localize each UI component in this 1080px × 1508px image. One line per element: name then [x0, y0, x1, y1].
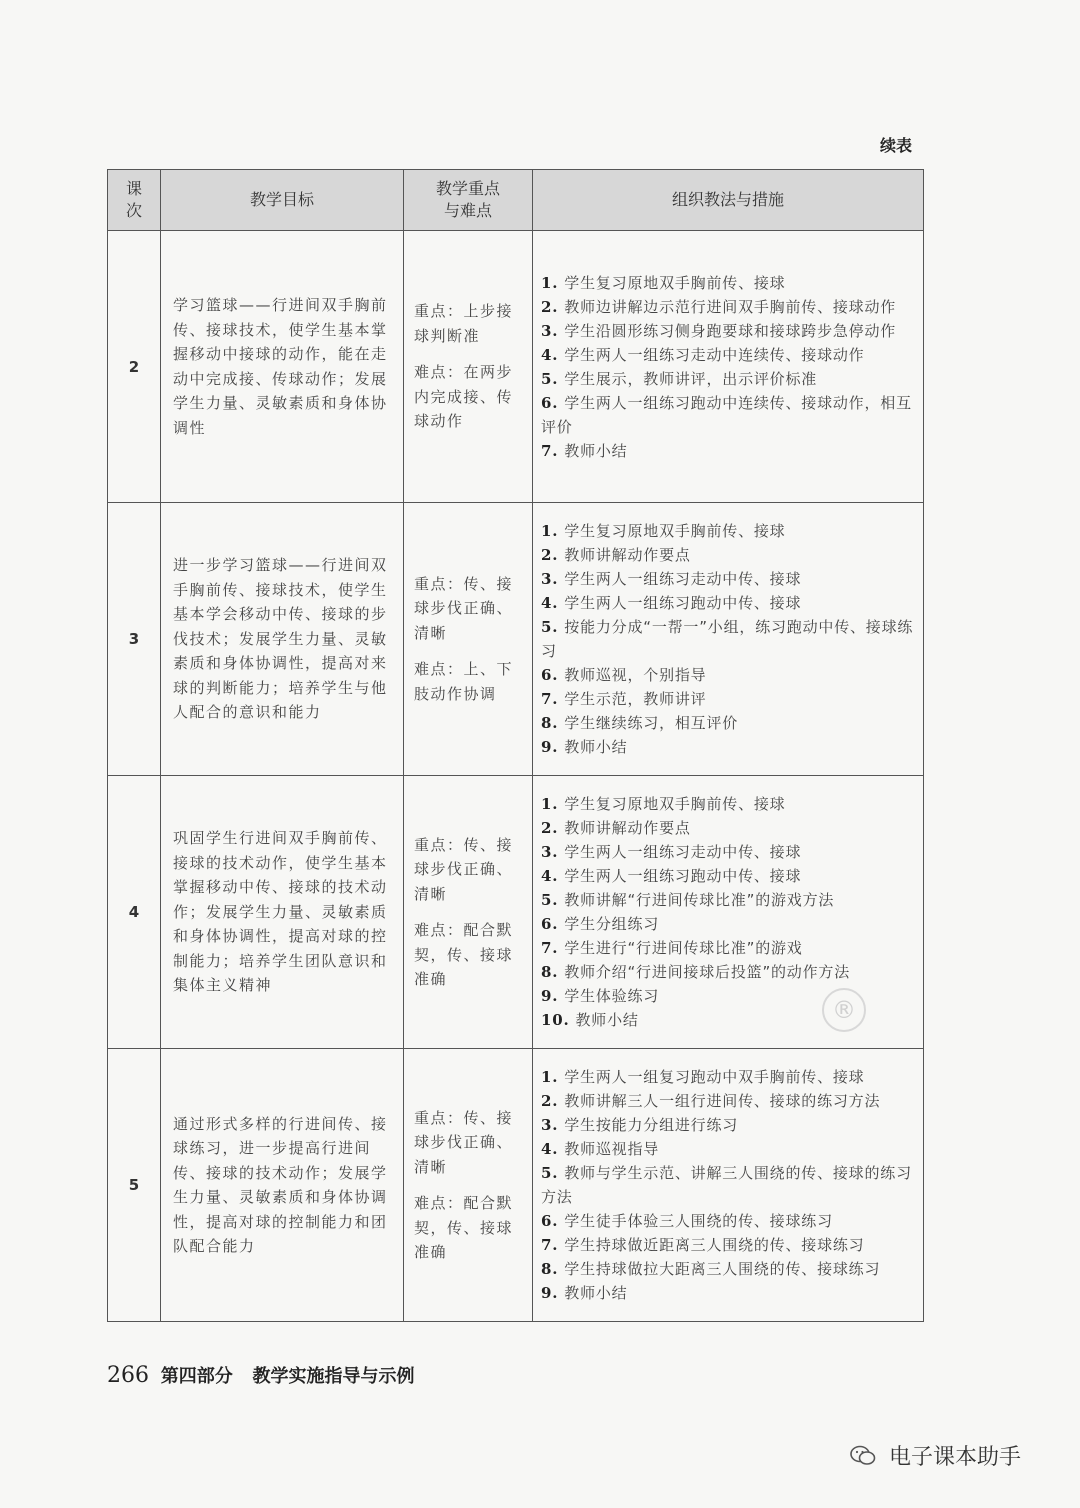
method-item: 3. 学生两人一组练习走动中传、接球	[541, 570, 802, 588]
table-row	[108, 503, 924, 776]
section-title: 教学实施指导与示例	[252, 1366, 415, 1387]
method-item: 1. 学生复习原地双手胸前传、接球	[541, 273, 786, 292]
method-item: 8. 学生继续练习，相互评价	[541, 714, 739, 732]
key-points	[404, 503, 533, 776]
teaching-goal: 进一步学习篮球——行进间双手胸前传、接球技术，使学生基本学会移动中传、接球的步伐技术；发展学生力量、灵敏素质和身体协调性，提高对来球的判断能力；培养学生与他人配合的意识和能力	[161, 503, 404, 776]
part-label: 第四部分	[160, 1366, 233, 1387]
method-list	[541, 271, 917, 463]
method-item: 6. 学生两人一组练习跑动中连续传、接球动作，相互评价	[541, 393, 912, 436]
method-item: 4. 教师巡视指导	[541, 1140, 660, 1158]
teaching-goal: 通过形式多样的行进间传、接球练习，进一步提高行进间传、接球的技术动作；发展学生力量、灵敏素质和身体协调性，提高对球的控制能力和团队配合能力	[161, 1049, 404, 1322]
method-item: 5. 按能力分成“一帮一”小组，练习跑动中传、接球练习	[541, 618, 914, 660]
methods	[533, 1049, 924, 1322]
method-item: 3. 学生两人一组练习走动中传、接球	[541, 843, 802, 861]
table-row	[108, 231, 924, 503]
method-item: 4. 学生两人一组练习跑动中传、接球	[541, 867, 802, 885]
table-row	[108, 1049, 924, 1322]
lesson-number: 3	[108, 503, 161, 776]
method-item: 2. 教师讲解动作要点	[541, 819, 691, 837]
method-item: 7. 学生持球做近距离三人围绕的传、接球练习	[541, 1236, 865, 1254]
method-item: 8. 教师介绍“行进间接球后投篮”的动作方法	[541, 963, 851, 981]
method-item: 4. 学生两人一组练习跑动中传、接球	[541, 594, 802, 612]
key-points	[404, 1049, 533, 1322]
difficulty-point: 难点：上、下肢动作协调	[414, 660, 514, 703]
method-item: 8. 学生持球做拉大距离三人围绕的传、接球练习	[541, 1260, 881, 1278]
difficulty-point: 难点：配合默契，传、接球准确	[414, 1194, 514, 1261]
method-item: 5. 教师讲解“行进间传球比准”的游戏方法	[541, 891, 835, 909]
method-item: 4. 学生两人一组练习走动中连续传、接球动作	[541, 345, 865, 364]
method-item: 5. 学生展示，教师讲评，出示评价标准	[541, 369, 818, 388]
method-item: 9. 学生体验练习	[541, 987, 660, 1005]
lesson-number: 4	[108, 776, 161, 1049]
method-item: 6. 学生分组练习	[541, 915, 660, 933]
method-item: 9. 教师小结	[541, 738, 628, 756]
method-item: 1. 学生两人一组复习跑动中双手胸前传、接球	[541, 1068, 865, 1086]
lesson-plan-table	[107, 169, 924, 1322]
header-method: 组织教法与措施	[533, 170, 924, 231]
methods	[533, 776, 924, 1049]
page-number: 266	[107, 1363, 149, 1388]
header-goal: 教学目标	[161, 170, 404, 231]
method-item: 7. 教师小结	[541, 441, 628, 460]
key-points	[404, 776, 533, 1049]
method-item: 2. 教师讲解动作要点	[541, 546, 691, 564]
methods	[533, 231, 924, 503]
method-item: 6. 学生徒手体验三人围绕的传、接球练习	[541, 1212, 833, 1230]
key-point: 重点：上步接球判断准	[414, 302, 514, 345]
table-row	[108, 776, 924, 1049]
key-point: 重点：传、接球步伐正确、清晰	[414, 574, 514, 642]
header-key: 教学重点 与难点	[404, 170, 533, 231]
continued-label: 续表	[880, 136, 913, 155]
teaching-goal: 学习篮球——行进间双手胸前传、接球技术，使学生基本掌握移动中接球的动作，能在走动中完成接、传球动作；发展学生力量、灵敏素质和身体协调性	[161, 231, 404, 503]
method-item: 10. 教师小结	[541, 1011, 639, 1029]
page-footer	[107, 1362, 414, 1388]
method-item: 7. 学生示范，教师讲评	[541, 690, 707, 708]
difficulty-point: 难点：配合默契，传、接球准确	[414, 921, 514, 988]
method-item: 2. 教师边讲解边示范行进间双手胸前传、接球动作	[541, 297, 897, 316]
table-header-row	[108, 170, 924, 231]
key-points	[404, 231, 533, 503]
key-point: 重点：传、接球步伐正确、清晰	[414, 1108, 514, 1176]
method-item: 1. 学生复习原地双手胸前传、接球	[541, 795, 786, 813]
lesson-number: 5	[108, 1049, 161, 1322]
registered-mark-icon: ®	[822, 988, 866, 1032]
wechat-icon	[850, 1445, 876, 1467]
header-lesson: 课 次	[108, 170, 161, 231]
method-item: 2. 教师讲解三人一组行进间传、接球的练习方法	[541, 1092, 881, 1110]
method-item: 5. 教师与学生示范、讲解三人围绕的传、接球的练习方法	[541, 1164, 912, 1206]
watermark-text: 电子课本助手	[889, 1445, 1022, 1470]
watermark	[850, 1440, 1021, 1471]
method-list	[541, 792, 917, 1032]
method-list	[541, 1065, 917, 1305]
method-item: 7. 学生进行“行进间传球比准”的游戏	[541, 939, 803, 957]
method-item: 9. 教师小结	[541, 1284, 628, 1302]
methods	[533, 503, 924, 776]
difficulty-point: 难点：在两步内完成接、传球动作	[414, 363, 514, 431]
method-item: 6. 教师巡视，个别指导	[541, 666, 707, 684]
lesson-number: 2	[108, 231, 161, 503]
method-list	[541, 519, 917, 759]
method-item: 3. 学生沿圆形练习侧身跑要球和接球跨步急停动作	[541, 321, 897, 340]
method-item: 3. 学生按能力分组进行练习	[541, 1116, 739, 1134]
teaching-goal: 巩固学生行进间双手胸前传、接球的技术动作，使学生基本掌握移动中传、接球的技术动作；发展学生力量、灵敏素质和身体协调性，提高对球的控制能力；培养学生团队意识和集体主义精神	[161, 776, 404, 1049]
method-item: 1. 学生复习原地双手胸前传、接球	[541, 522, 786, 540]
key-point: 重点：传、接球步伐正确、清晰	[414, 835, 514, 903]
